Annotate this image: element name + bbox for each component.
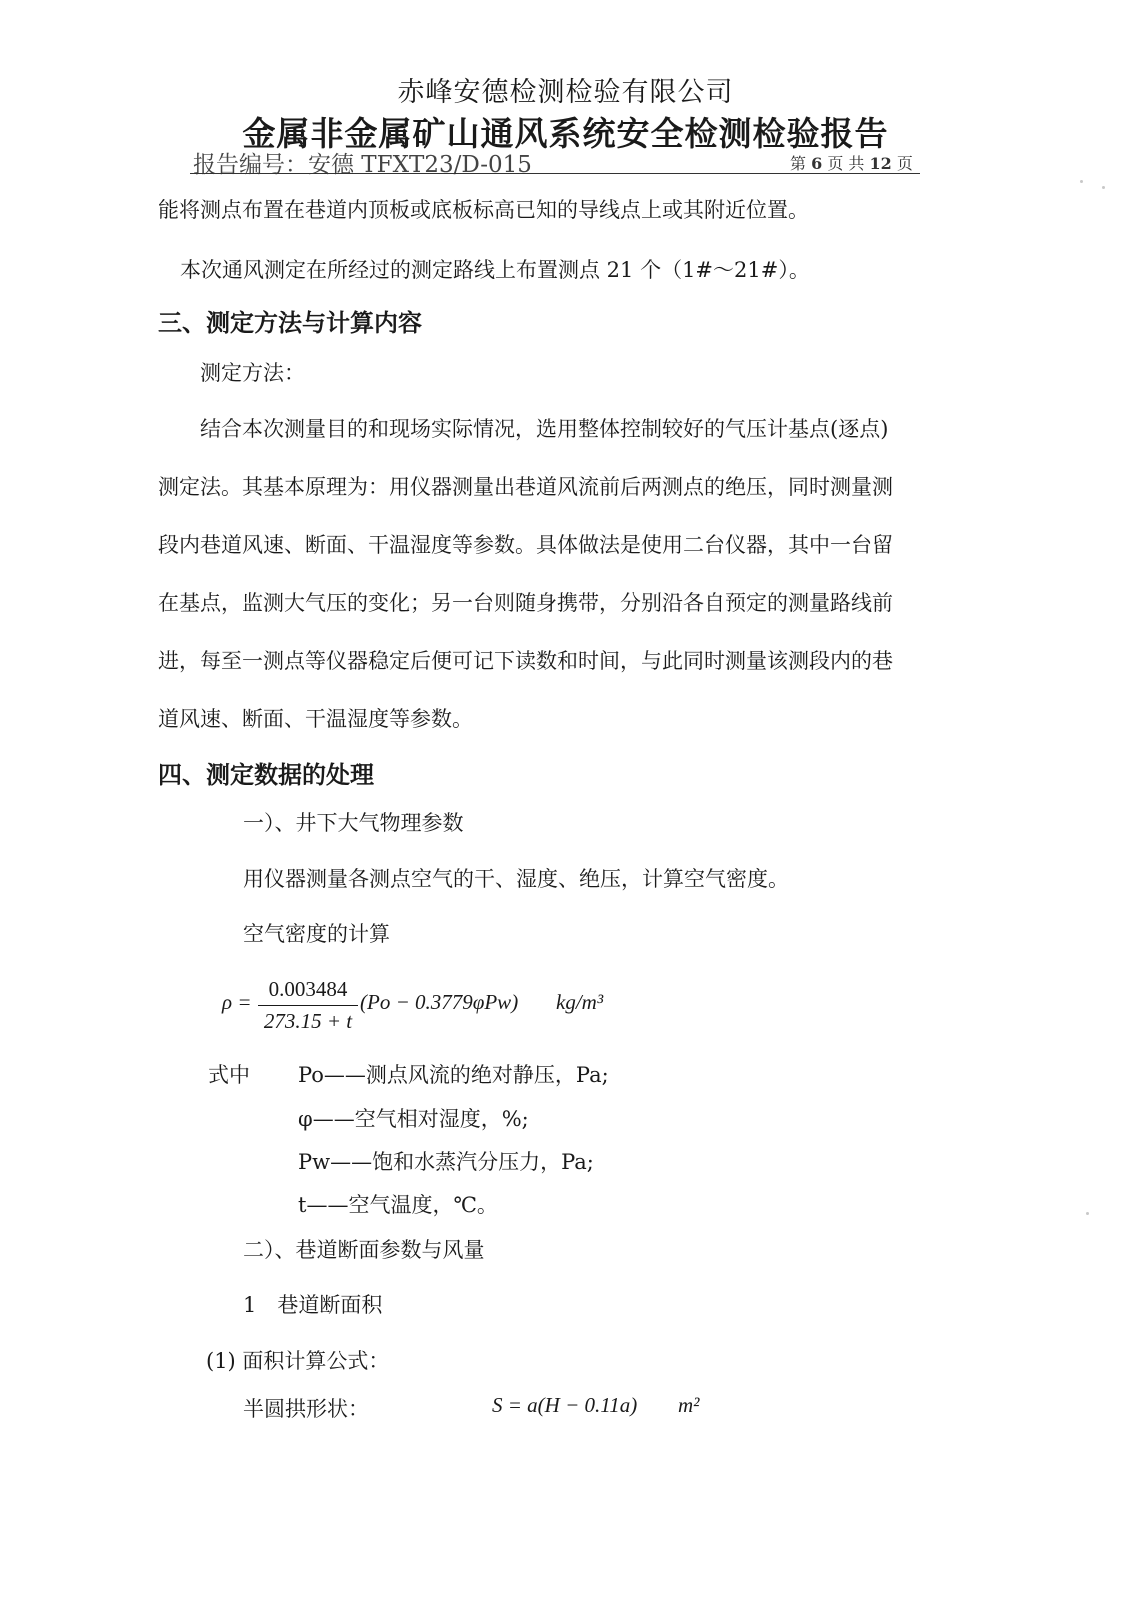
formula-label: 空气密度的计算 [243, 922, 390, 946]
scan-speck [1080, 180, 1083, 183]
where-label: 式中 [208, 1063, 250, 1087]
formula-lhs: ρ = [222, 990, 252, 1014]
paragraph: 能将测点布置在巷道内顶板或底板标高已知的导线点上或其附近位置。 [158, 198, 809, 222]
section-heading: 三、测定方法与计算内容 [158, 308, 422, 337]
variable-definition: φ——空气相对湿度，%; [298, 1107, 529, 1131]
formula-fraction [258, 977, 358, 1034]
fraction-numerator: 0.003484 [268, 977, 348, 1001]
page-total: 12 [869, 154, 892, 173]
subsection-heading: 一）、井下大气物理参数 [243, 811, 464, 835]
method-line: 道风速、断面、干温湿度等参数。 [158, 707, 473, 731]
method-label: 测定方法： [200, 361, 305, 385]
method-line: 结合本次测量目的和现场实际情况，选用整体控制较好的气压计基点(逐点) [200, 417, 889, 441]
variable-definition: t——空气温度，℃。 [298, 1193, 498, 1217]
company-name: 赤峰安德检测检验有限公司 [397, 77, 734, 108]
area-unit: m² [678, 1393, 700, 1417]
formula-unit: kg/m³ [556, 990, 604, 1014]
list-item: (1) 面积计算公式： [206, 1349, 390, 1373]
scan-speck [1086, 1212, 1089, 1215]
section-heading: 四、测定数据的处理 [158, 760, 374, 789]
paragraph: 用仪器测量各测点空气的干、湿度、绝压，计算空气密度。 [243, 867, 789, 891]
page-current: 6 [811, 154, 823, 173]
method-line: 在基点，监测大气压的变化；另一台则随身携带，分别沿各自预定的测量路线前 [158, 591, 893, 615]
method-line: 进，每至一测点等仪器稳定后便可记下读数和时间，与此同时测量该测段内的巷 [158, 649, 893, 673]
shape-label: 半圆拱形状： [243, 1397, 369, 1421]
subsection-heading: 二）、巷道断面参数与风量 [243, 1238, 485, 1262]
method-line: 测定法。其基本原理为：用仪器测量出巷道风流前后两测点的绝压，同时测量测 [158, 475, 893, 499]
fraction-denominator: 273.15 + t [263, 1009, 353, 1033]
variable-definition: Po——测点风流的绝对静压，Pa; [298, 1063, 609, 1087]
scan-speck [1102, 186, 1105, 189]
list-item: 1 巷道断面积 [243, 1293, 383, 1317]
page-indicator: 第 6 页 共 12 页 [790, 154, 913, 173]
formula-expression: (Po − 0.3779φPw) [360, 990, 519, 1014]
report-title: 金属非金属矿山通风系统安全检测检验报告 [242, 114, 889, 153]
area-formula: S = a(H − 0.11a) [492, 1393, 638, 1417]
method-line: 段内巷道风速、断面、干温湿度等参数。具体做法是使用二台仪器，其中一台留 [158, 533, 893, 557]
paragraph: 本次通风测定在所经过的测定路线上布置测点 21 个（1#～21#）。 [180, 258, 810, 282]
fraction-bar [258, 1005, 358, 1006]
report-number: 报告编号：安德 TFXT23/D-015 [193, 152, 532, 178]
header-divider [190, 173, 920, 174]
variable-definition: Pw——饱和水蒸汽分压力，Pa; [298, 1150, 594, 1174]
